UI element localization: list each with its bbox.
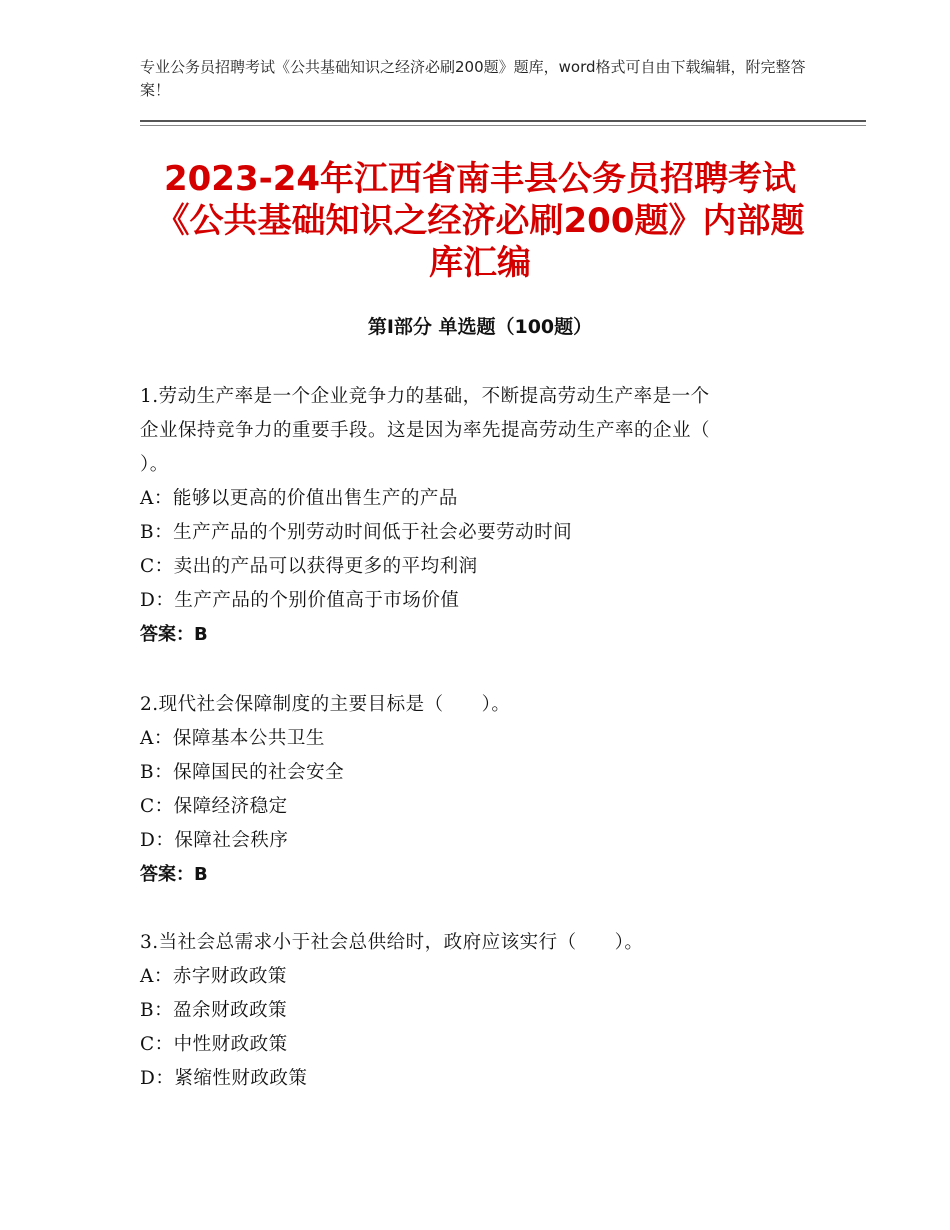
document-title bbox=[140, 158, 820, 284]
option-c: C：保障经济稳定 bbox=[140, 796, 288, 817]
header-divider bbox=[140, 120, 866, 122]
header-note: 专业公务员招聘考试《公共基础知识之经济必刷200题》题库，word格式可自由下载编辑，附完整答案！ bbox=[140, 58, 806, 99]
question-stem: 2.现代社会保障制度的主要目标是（ ）。 bbox=[140, 694, 511, 715]
header-divider-thin bbox=[140, 125, 866, 126]
option-d: D：保障社会秩序 bbox=[140, 830, 289, 851]
answer: 答案：B bbox=[140, 624, 208, 645]
option-c: C：中性财政政策 bbox=[140, 1034, 288, 1055]
section-heading: 第Ⅰ部分 单选题（100题） bbox=[367, 316, 593, 338]
question-stem-continued: 企业保持竞争力的重要手段。这是因为率先提高劳动生产率的企业（ bbox=[140, 420, 711, 441]
question-1 bbox=[140, 380, 820, 652]
option-a: A：保障基本公共卫生 bbox=[140, 728, 325, 749]
title-line-2: 《公共基础知识之经济必刷200题》内部题 bbox=[155, 201, 805, 241]
title-line-1: 2023-24年江西省南丰县公务员招聘考试 bbox=[163, 159, 797, 199]
answer: 答案：B bbox=[140, 864, 208, 885]
question-2 bbox=[140, 688, 820, 892]
option-a: A：赤字财政政策 bbox=[140, 966, 287, 987]
question-3 bbox=[140, 926, 820, 1096]
option-c: C：卖出的产品可以获得更多的平均利润 bbox=[140, 556, 478, 577]
question-stem: 1.劳动生产率是一个企业竞争力的基础，不断提高劳动生产率是一个 bbox=[140, 386, 710, 407]
option-b: B：保障国民的社会安全 bbox=[140, 762, 345, 783]
option-a: A：能够以更高的价值出售生产的产品 bbox=[140, 488, 458, 509]
option-d: D：紧缩性财政政策 bbox=[140, 1068, 308, 1089]
option-b: B：生产产品的个别劳动时间低于社会必要劳动时间 bbox=[140, 522, 573, 543]
title-line-3: 库汇编 bbox=[429, 243, 531, 283]
question-stem-continued: ）。 bbox=[140, 454, 169, 475]
option-d: D：生产产品的个别价值高于市场价值 bbox=[140, 590, 460, 611]
question-stem: 3.当社会总需求小于社会总供给时，政府应该实行（ ）。 bbox=[140, 932, 644, 953]
option-b: B：盈余财政政策 bbox=[140, 1000, 288, 1021]
